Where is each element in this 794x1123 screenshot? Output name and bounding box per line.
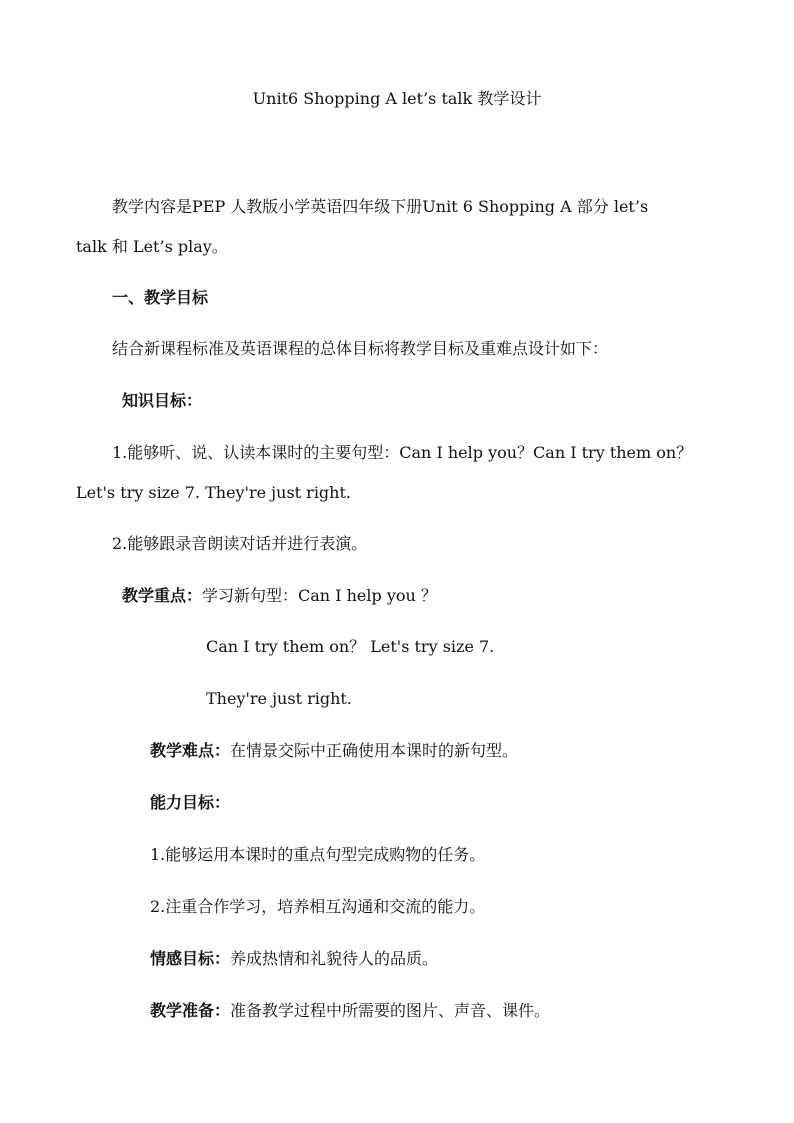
difficulty-label: 教学难点： xyxy=(150,741,231,760)
objectives-lead: 结合新课程标准及英语课程的总体目标将教学目标及重难点设计如下： xyxy=(112,339,609,358)
section-heading-objectives: 一、教学目标 xyxy=(112,288,209,307)
knowledge-item-1-line-2: Let's try size 7. They're just right. xyxy=(76,483,351,502)
difficulty-text: 在情景交际中正确使用本课时的新句型。 xyxy=(230,741,519,760)
key-points-line-1: 学习新句型：Can I help you ？ xyxy=(202,586,437,605)
preparation-label: 教学准备： xyxy=(150,1001,231,1020)
knowledge-item-2: 2.能够跟录音朗读对话并进行表演。 xyxy=(112,534,368,553)
emotion-row xyxy=(150,948,438,970)
intro-line-1: 教学内容是PEP 人教版小学英语四年级下册Unit 6 Shopping A 部分 let’s xyxy=(112,197,649,216)
knowledge-item-1-line-1: 1.能够听、说、认读本课时的主要句型：Can I help you？Can I try them on？ xyxy=(112,443,693,462)
ability-item-2: 2.注重合作学习，培养相互沟通和交流的能力。 xyxy=(150,897,486,916)
key-points-label: 教学重点： xyxy=(122,586,203,605)
ability-label: 能力目标： xyxy=(150,793,231,812)
key-points-line-2: Can I try them on？ Let's try size 7. xyxy=(206,637,495,656)
page-title: Unit6 Shopping A let’s talk 教学设计 xyxy=(252,89,542,108)
ability-item-1: 1.能够运用本课时的重点句型完成购物的任务。 xyxy=(150,845,486,864)
knowledge-label: 知识目标： xyxy=(122,391,203,410)
intro-line-2: talk 和 Let’s play。 xyxy=(76,237,228,256)
emotion-label: 情感目标： xyxy=(150,949,231,968)
key-points-line-3: They're just right. xyxy=(206,689,352,708)
key-points-row xyxy=(122,585,437,607)
emotion-text: 养成热情和礼貌待人的品质。 xyxy=(230,949,439,968)
preparation-text: 准备教学过程中所需要的图片、声音、课件。 xyxy=(230,1001,551,1020)
preparation-row xyxy=(150,1000,550,1022)
difficulty-row xyxy=(150,740,518,762)
